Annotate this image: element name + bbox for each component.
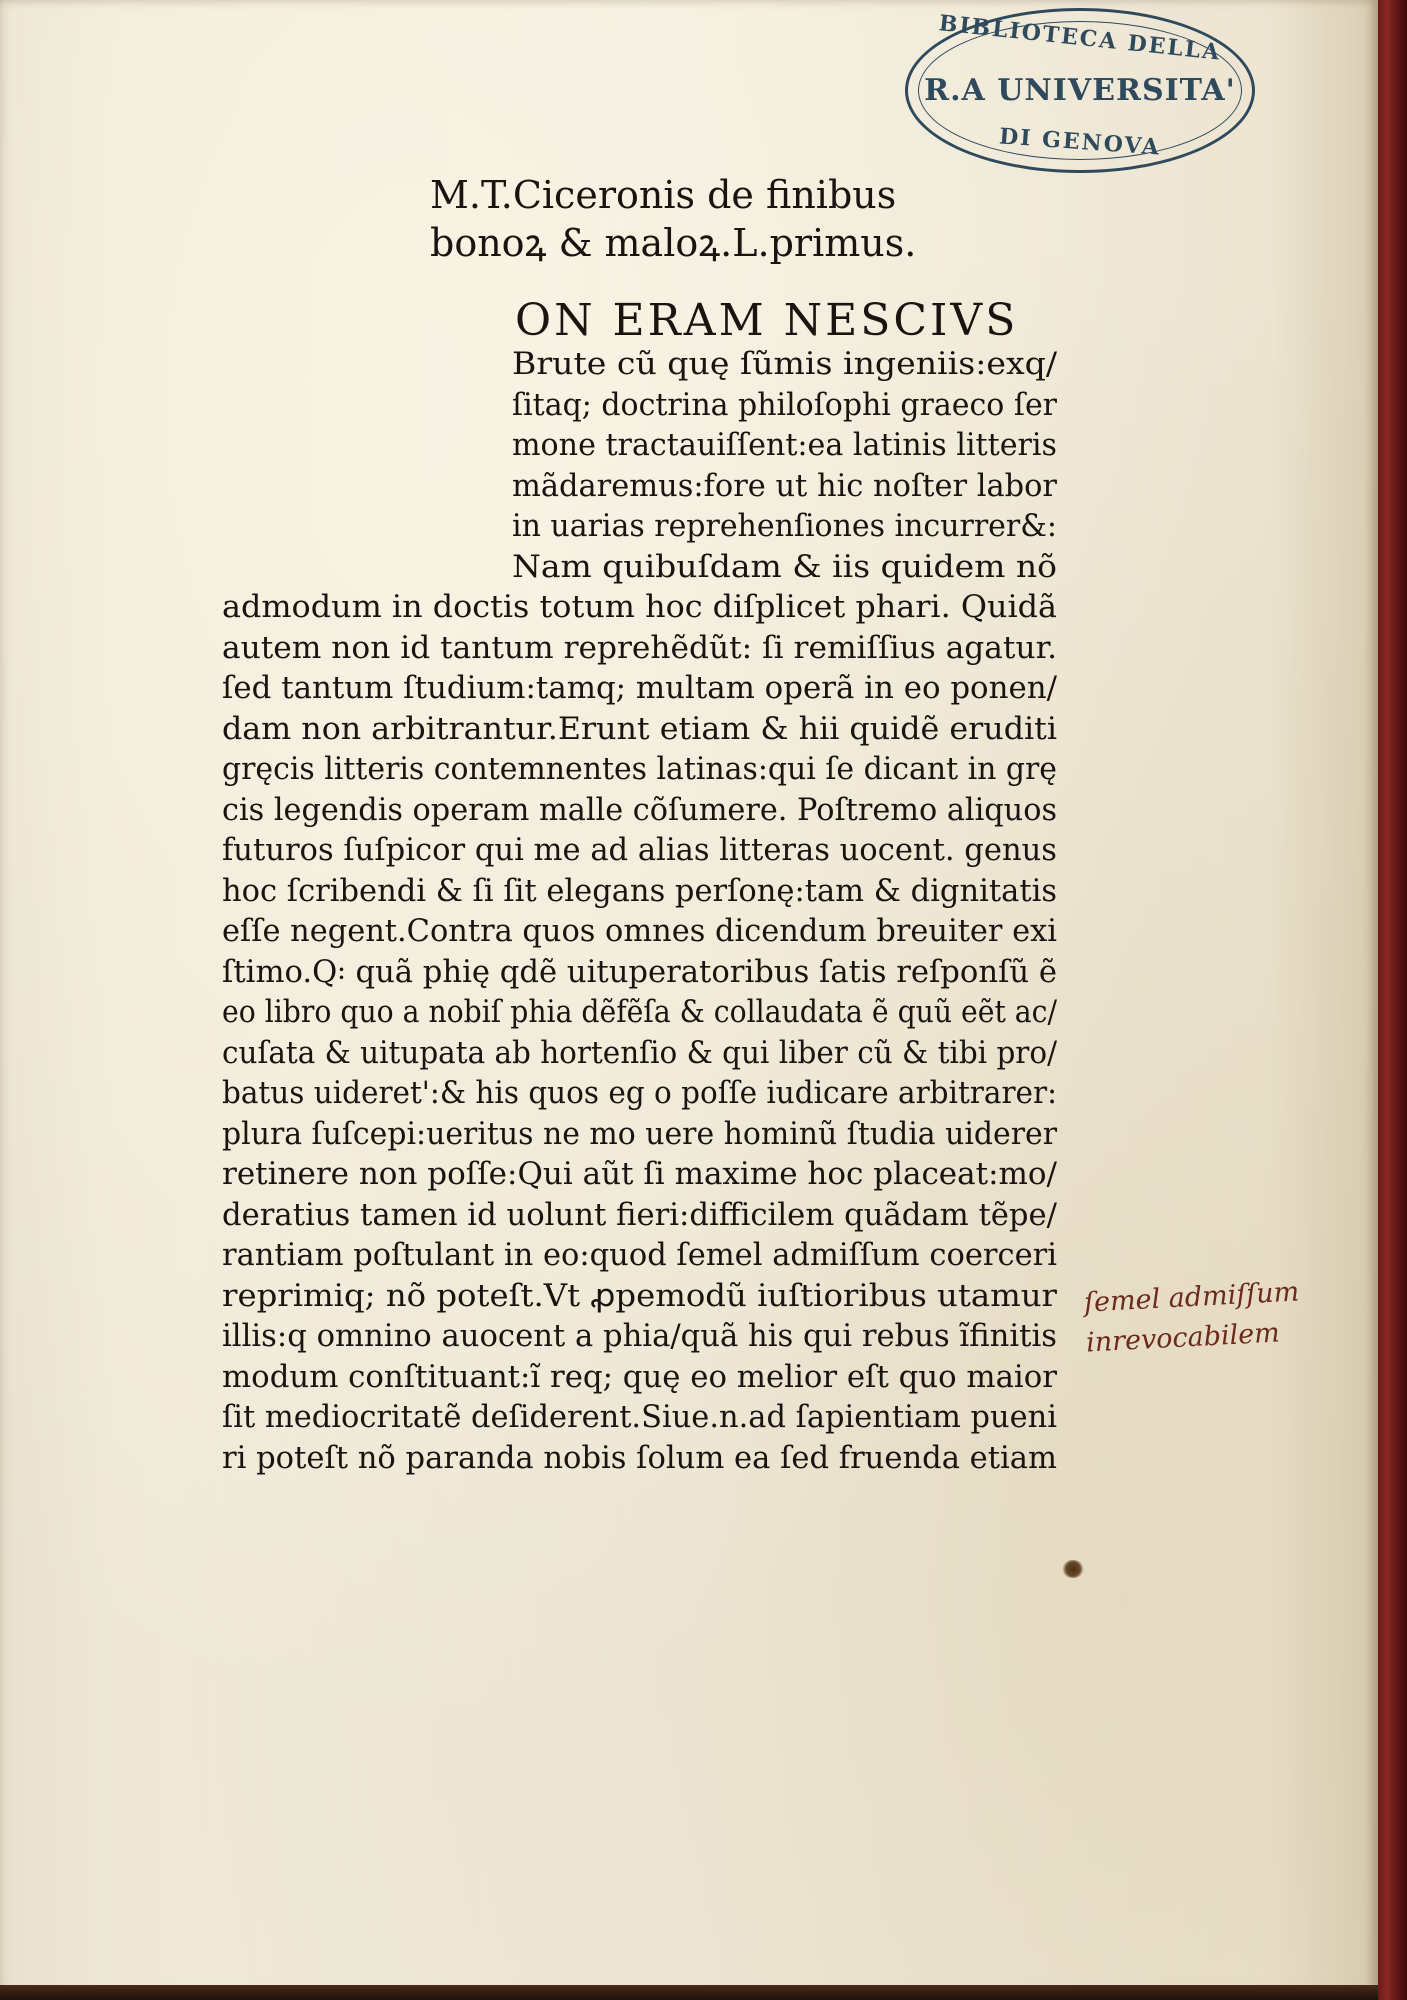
- text-line: cis legendis operam malle cõſumere. Poſtremo aliquos: [222, 791, 1057, 828]
- text-line: hoc ſcribendi & ſi ſit elegans perſonę:tam & dignitatis: [222, 872, 1057, 909]
- text-line: ſed tantum ſtudium:tamq; multam operã in eo ponen/: [222, 670, 1057, 706]
- text-line: dam non arbitrantur.Erunt etiam & hii quidẽ eruditi: [222, 710, 1057, 747]
- text-line: mone tractauiſſent:ea latinis litteris: [512, 427, 1057, 463]
- heading-line-2: bonoꝝ & maloꝝ.L.primus.: [430, 221, 917, 265]
- text-line: Nam quibuſdam & iis quidem nõ: [512, 548, 1057, 585]
- text-line: eſſe negent.Contra quos omnes dicendum breuiter exi: [222, 913, 1057, 949]
- text-line: deratius tamen id uolunt fieri:difficilem quãdam tẽpe/: [222, 1196, 1057, 1233]
- book-edge-bottom: [0, 1985, 1378, 2000]
- stamp-text-middle: R.A UNIVERSITA': [924, 73, 1236, 108]
- text-line: retinere non poſſe:Qui aũt ſi maxime hoc placeat:mo/: [222, 1156, 1057, 1192]
- text-line: modum conſtituant:ĩ req; quę eo melior eſt quo maior: [222, 1358, 1057, 1395]
- text-line: cuſata & uitupata ab hortenſio & qui liber cũ & tibi pro/: [222, 1034, 1057, 1071]
- text-line: plura ſuſcepi:ueritus ne mo uere hominũ ſtudia uiderer: [222, 1115, 1057, 1152]
- ink-spot: [1062, 1560, 1084, 1578]
- text-line: Brute cũ quę ſũmis ingeniis:exq/: [512, 346, 1057, 382]
- text-line: ſitaq; doctrina philoſophi graeco ſer: [512, 386, 1057, 423]
- text-line: ſtimo.Q꞉ quã phię qdẽ uituperatoribus ſatis reſponſũ ẽ: [222, 953, 1057, 990]
- text-line: gręcis litteris contemnentes latinas:qui ſe dicant in grę: [222, 751, 1057, 787]
- handwritten-marginalia: [1083, 1272, 1302, 1363]
- text-line: mãdaremus:fore ut hic noſter labor: [512, 467, 1057, 504]
- text-line: batus uideret':& his quos eg o poſſe iudicare arbitrarer:: [222, 1075, 1057, 1111]
- text-line: illis:q omnino auocent a phia/quã his qui rebus ĩfinitis: [222, 1318, 1057, 1354]
- text-line: autem non id tantum reprehẽdũt: ſi remiſſius agatur.: [222, 629, 1057, 666]
- incipit-capitals: ON ERAM NESCIVS: [515, 295, 1019, 346]
- library-stamp: [905, 8, 1255, 173]
- text-line: admodum in doctis totum hoc diſplicet phari. Quidã: [222, 589, 1057, 625]
- stamp-text-top: BIBLIOTECA DELLA: [937, 10, 1223, 66]
- text-line: rantiam poſtulant in eo:quod ſemel admiſſum coerceri: [222, 1237, 1057, 1273]
- stamp-text-bottom: DI GENOVA: [998, 123, 1162, 161]
- text-line: ri poteſt nõ paranda nobis ſolum ea ſed fruenda etiam: [222, 1439, 1057, 1476]
- text-line: eo libro quo a nobiſ phia dẽfẽſa & collaudata ẽ quũ eẽt ac/: [222, 994, 1057, 1030]
- text-line: futuros ſuſpicor qui me ad alias litteras uocent. genus: [222, 832, 1057, 868]
- book-edge-right: [1378, 0, 1407, 2000]
- text-line: reprimiq; nõ poteſt.Vt ꝓpemodũ iuſtioribus utamur: [222, 1277, 1057, 1314]
- text-line: in uarias reprehenſiones incurrer&:: [512, 508, 1057, 544]
- heading-line-1: M.T.Ciceronis de finibus: [430, 173, 897, 217]
- marginalia-line-2: inrevocabilem: [1085, 1317, 1281, 1359]
- marginalia-line-1: ſemel admiſſum: [1083, 1276, 1300, 1319]
- text-line: ſit mediocritatẽ deſiderent.Siue.n.ad ſapientiam pueni: [222, 1399, 1057, 1435]
